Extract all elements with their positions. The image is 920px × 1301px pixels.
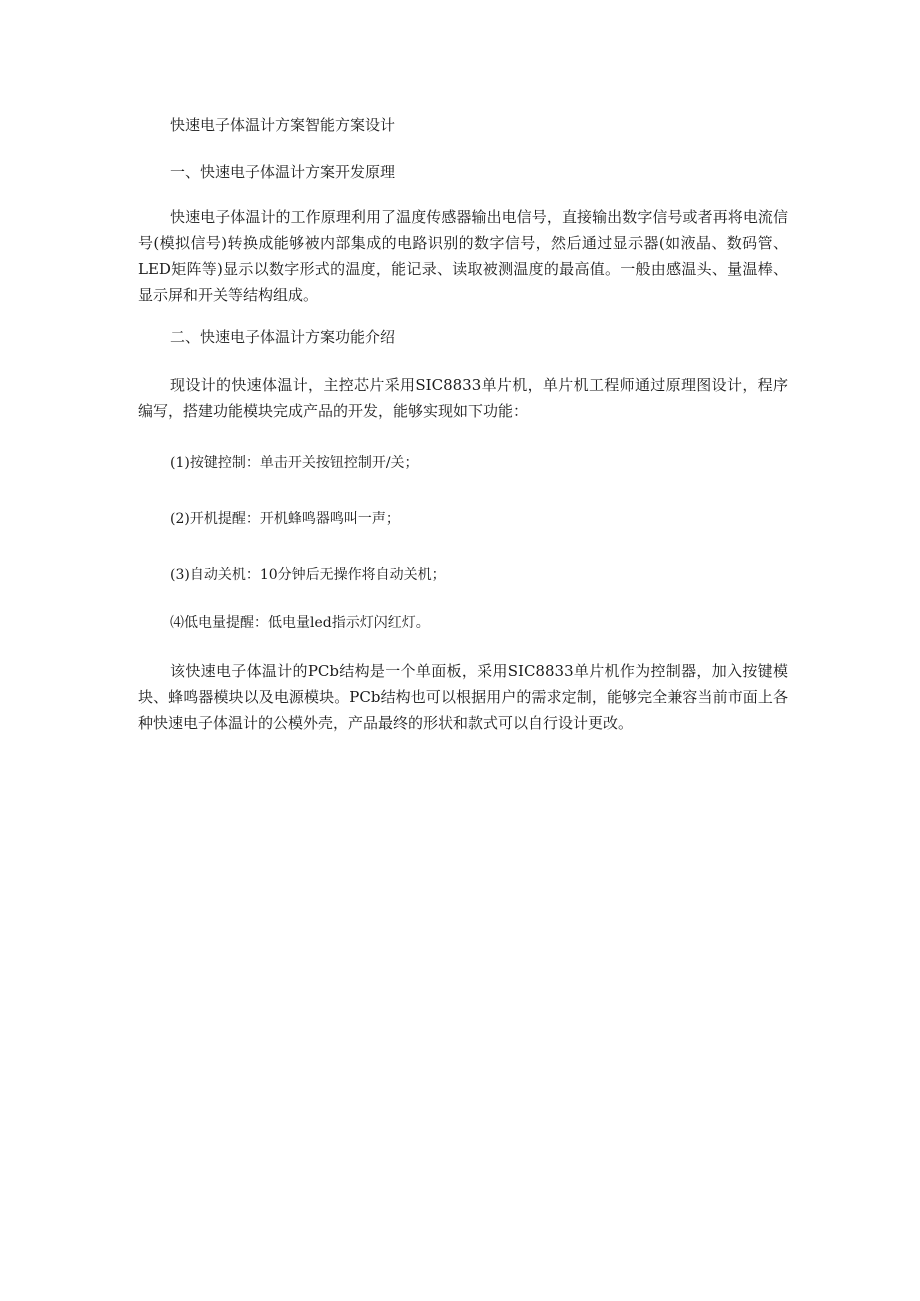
section-2-heading: 二、快速电子体温计方案功能介绍 <box>170 328 396 346</box>
feature-item-1: (1)按键控制：单击开关按钮控制开/关； <box>170 455 419 471</box>
section-1-body: 快速电子体温计的工作原理利用了温度传感器输出电信号，直接输出数字信号或者再将电流信号(模拟信号)转换成能够被内部集成的电路识别的数字信号，然后通过显示器(如液晶、数码管、LED矩阵等)显示以数字形式的温度，能记录、读取被测温度的最高值。一般由感温头、量温棒、显示屏和开关等结构组成。 <box>138 208 788 304</box>
closing-paragraph: 该快速电子体温计的PCb结构是一个单面板，采用SIC8833单片机作为控制器，加入按键模块、蜂鸣器模块以及电源模块。PCb结构也可以根据用户的需求定制，能够完全兼容当前市面上各种快速电子体温计的公模外壳，产品最终的形状和款式可以自行设计更改。 <box>138 662 788 732</box>
feature-item-2: (2)开机提醒：开机蜂鸣器鸣叫一声； <box>170 511 400 527</box>
section-2-intro: 现设计的快速体温计，主控芯片采用SIC8833单片机，单片机工程师通过原理图设计，程序编写，搭建功能模块完成产品的开发，能够实现如下功能： <box>138 376 788 420</box>
feature-item-4: ⑷低电量提醒：低电量led指示灯闪红灯。 <box>170 615 430 631</box>
section-1-heading: 一、快速电子体温计方案开发原理 <box>170 163 396 181</box>
document-title: 快速电子体温计方案智能方案设计 <box>170 116 396 134</box>
feature-item-3: (3)自动关机：10分钟后无操作将自动关机； <box>170 567 446 583</box>
